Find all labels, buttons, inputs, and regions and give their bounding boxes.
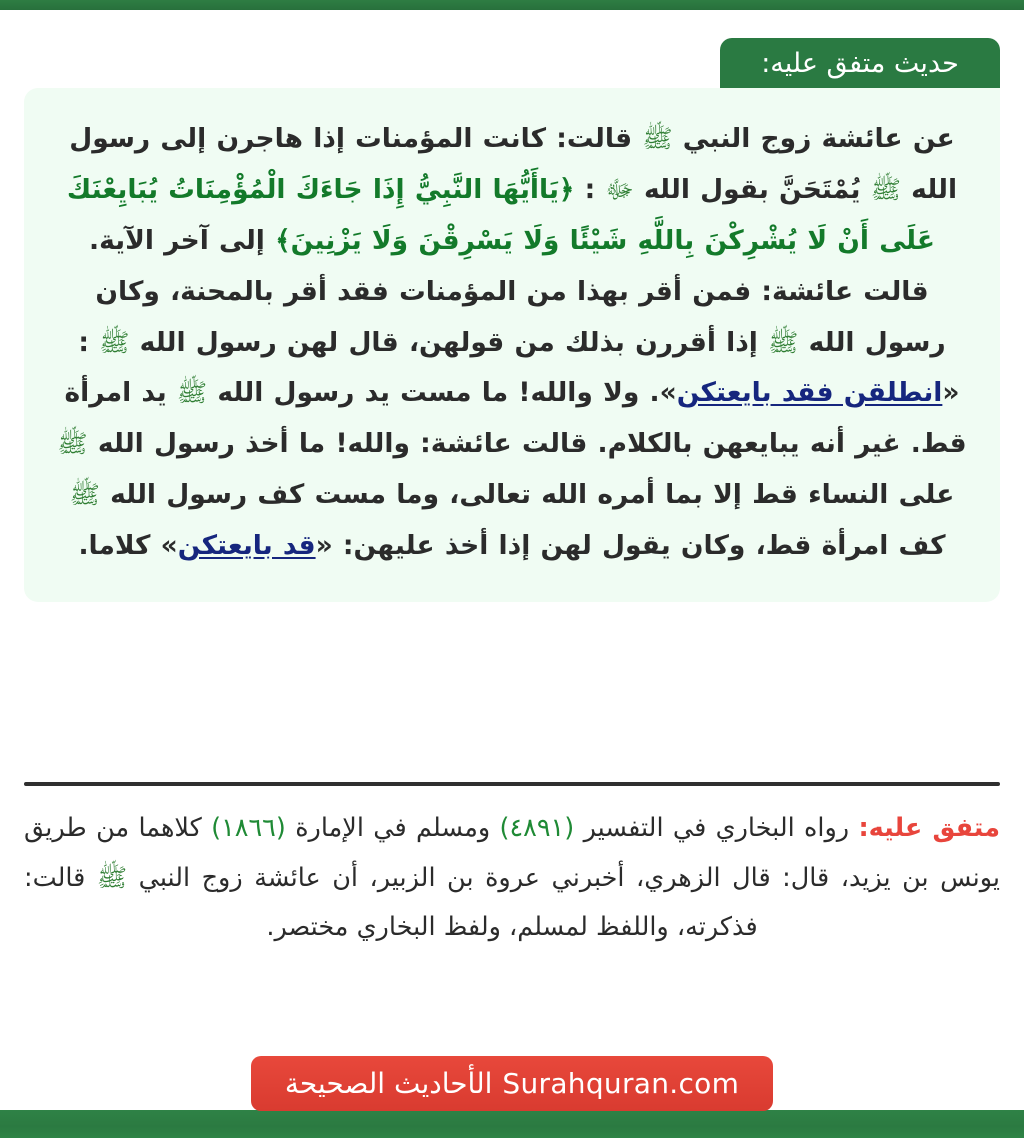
sallallahu-alayhi-wasallam-icon: ﷺ bbox=[57, 429, 88, 459]
hadith-seg-11: على النساء قط إلا بما أمره الله تعالى، وما مست كف رسول الله bbox=[110, 479, 955, 511]
site-arabic-label: الأحاديث الصحيحة bbox=[284, 1067, 493, 1100]
source-seg-4: قالت: فذكرته، واللفظ لمسلم، ولفظ البخاري مختصر. bbox=[24, 862, 758, 943]
hadith-narrator-intro: عن عائشة زوج النبي bbox=[682, 123, 955, 154]
header-badge-row bbox=[24, 38, 1000, 88]
sallallahu-alayhi-wasallam-icon: ﷺ bbox=[768, 327, 799, 357]
site-domain-label: Surahquran.com bbox=[502, 1067, 740, 1100]
hadith-colon-1: : bbox=[584, 173, 596, 205]
jalla-jalaluhu-icon: ﷻ bbox=[605, 174, 634, 204]
hadith-seg-10: يد امرأة قط. غير أنه يبايعهن بالكلام. قالت عائشة: والله! ما أخذ رسول الله bbox=[64, 377, 967, 460]
sallallahu-alayhi-wasallam-icon: ﷺ bbox=[176, 378, 208, 408]
source-seg-3: كلاهما من طريق يونس بن يزيد، قال: قال الزهري، أخبرني عروة بن الزبير، أن عائشة زوج النبي bbox=[24, 813, 1001, 893]
sallallahu-alayhi-wasallam-icon: ﷺ bbox=[69, 480, 100, 510]
section-divider bbox=[24, 782, 1000, 786]
hadith-seg-3: يُمْتَحَنَّ بقول الله bbox=[643, 173, 861, 205]
hadith-grade-badge: حديث متفق عليه: bbox=[720, 38, 1000, 88]
muslim-hadith-number: (١٨٦٦) bbox=[211, 813, 286, 843]
quran-verse-text: يَاأَيُّهَا النَّبِيُّ إِذَا جَاءَكَ الْمُؤْمِنَاتُ يُبَايِعْنَكَ عَلَى أَنْ لَا يُشْرِكْنَ بِاللَّهِ شَيْئًا وَلَا يَسْرِقْنَ وَلَا يَزْنِينَ bbox=[66, 173, 935, 256]
bukhari-hadith-number: (٤٨٩١) bbox=[499, 813, 575, 843]
quran-open-bracket: ﴿ bbox=[558, 173, 575, 205]
hadith-card bbox=[24, 88, 1000, 602]
hadith-seg-12: كف امرأة قط، وكان يقول لهن إذا أخذ عليهن: « bbox=[315, 530, 946, 561]
hadith-quote-open-1: : « bbox=[78, 326, 960, 409]
top-green-band bbox=[0, 0, 1024, 10]
sallallahu-alayhi-wasallam-icon: ﷺ bbox=[870, 174, 901, 204]
hadith-seg-13: » كلاما. bbox=[78, 530, 178, 561]
sallallahu-alayhi-wasallam-icon: ﷺ bbox=[99, 327, 130, 357]
quran-close-bracket: ﴾ bbox=[275, 224, 291, 256]
hadith-seg-9: ». ولا والله! ما مست يد رسول الله bbox=[217, 377, 677, 409]
prophetic-saying-2: قد بايعتكن bbox=[177, 530, 316, 561]
hadith-sheet bbox=[0, 10, 1024, 1110]
source-attribution bbox=[24, 804, 1000, 953]
source-grade-label: متفق عليه: bbox=[858, 813, 1000, 843]
site-link-button[interactable] bbox=[251, 1056, 773, 1111]
source-seg-1: رواه البخاري في التفسير bbox=[583, 813, 850, 843]
footer-row bbox=[0, 1056, 1024, 1111]
sallallahu-alayhi-wasallam-icon: ﷺ bbox=[642, 124, 673, 153]
hadith-seg-2: قالت: كانت المؤمنات إذا هاجرن إلى رسول الله bbox=[69, 123, 958, 205]
hadith-seg-7: إذا أقررن بذلك من قولهن، قال لهن رسول الله bbox=[139, 326, 758, 358]
prophetic-saying-1: انطلقن فقد بايعتكن bbox=[676, 377, 943, 409]
hadith-seg-6: إلى آخر الآية. قالت عائشة: فمن أقر بهذا من المؤمنات فقد أقر بالمحنة، وكان رسول الله bbox=[89, 224, 946, 358]
bottom-green-band bbox=[0, 1110, 1024, 1138]
hadith-body bbox=[54, 114, 970, 572]
sallallahu-alayhi-wasallam-icon: ﷺ bbox=[96, 862, 128, 892]
source-seg-2: ومسلم في الإمارة bbox=[295, 813, 491, 843]
